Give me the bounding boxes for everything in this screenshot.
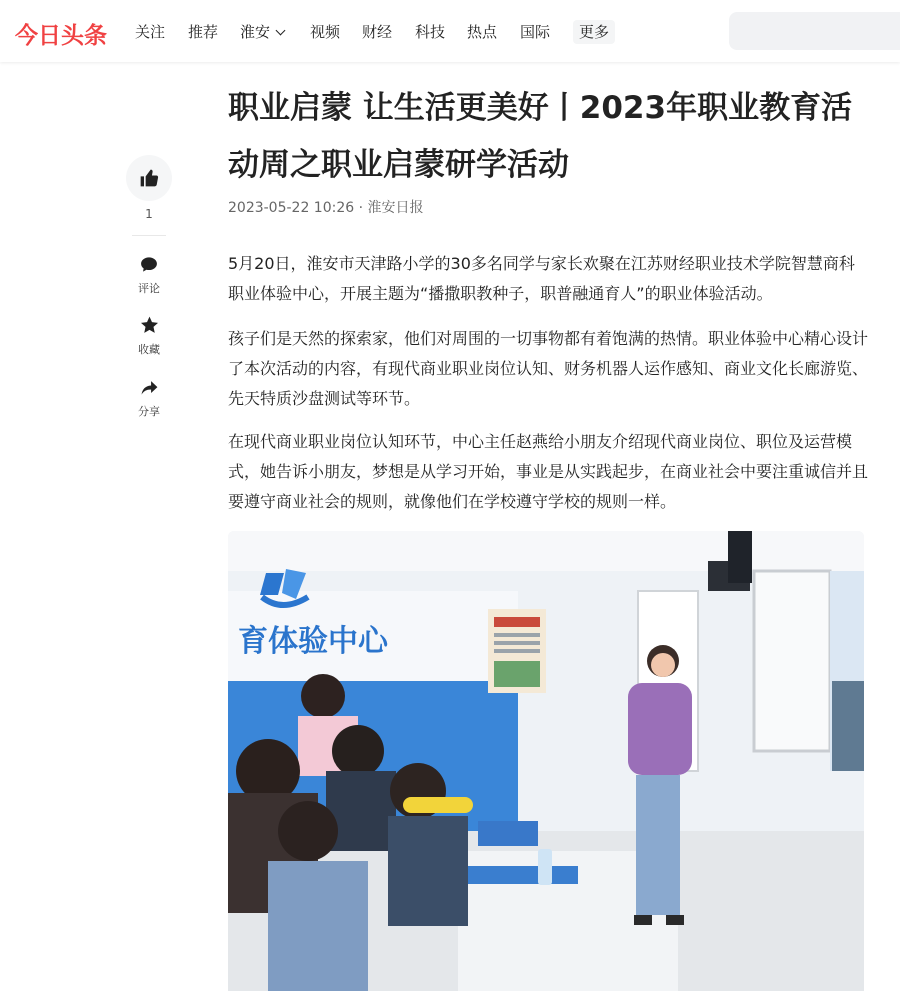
nav-item-follow[interactable]: 关注: [135, 23, 166, 41]
share-button[interactable]: [126, 378, 172, 419]
classroom-photo: [228, 531, 864, 991]
article-paragraph-3: 在现代商业职业岗位认知环节，中心主任赵燕给小朋友介绍现代商业岗位、职位及运营模式，她告诉小朋友，梦想是从学习开始，事业是从实践起步，在商业社会中要注重诚信并且要遵守商业社会的规则，就像他们在学校遵守学校的规则一样。: [228, 432, 869, 511]
article-paragraph-1: 5月20日，淮安市天津路小学的30多名同学与家长欢聚在江苏财经职业技术学院智慧商科职业体验中心，开展主题为“播撒职教种子，职普融通育人”的职业体验活动。: [228, 254, 855, 303]
nav-item-hot[interactable]: 热点: [467, 23, 498, 41]
article-title: 职业启蒙 让生活更美好丨2023年职业教育活动周之职业启蒙研学活动: [228, 90, 853, 183]
nav-item-international[interactable]: 国际: [520, 23, 551, 41]
article-photo[interactable]: [228, 531, 864, 991]
thumbs-up-icon: [139, 168, 159, 188]
nav-item-huaian-label: 淮安: [240, 23, 271, 41]
nav-item-video[interactable]: 视频: [310, 23, 341, 41]
rail-divider: [132, 235, 166, 236]
share-label: 分享: [138, 405, 160, 418]
comment-label: 评论: [138, 282, 160, 295]
star-icon: [139, 315, 160, 335]
share-arrow-icon: [139, 378, 160, 397]
collect-label: 收藏: [138, 343, 160, 356]
nav-item-more[interactable]: 更多: [573, 20, 615, 44]
photo-sign-text: 育体验中心: [238, 624, 388, 659]
comment-bubble-icon: [139, 255, 159, 274]
search-input[interactable]: [729, 12, 900, 50]
nav-item-tech[interactable]: 科技: [415, 23, 446, 41]
site-logo[interactable]: 今日头条: [15, 23, 107, 49]
nav-item-recommend[interactable]: 推荐: [188, 23, 219, 41]
nav-item-finance[interactable]: 财经: [362, 23, 393, 41]
comment-button[interactable]: [126, 255, 172, 296]
article-meta: 2023-05-22 10:26 · 淮安日报: [228, 200, 424, 216]
chevron-down-icon: [276, 26, 286, 36]
action-rail: [126, 155, 172, 418]
article-paragraph-2: 孩子们是天然的探索家，他们对周围的一切事物都有着饱满的热情。职业体验中心精心设计了本次活动的内容，有现代商业职业岗位认知、财务机器人运作感知、商业文化长廊游览、先天特质沙盘测试等环节。: [228, 329, 869, 408]
like-count: 1: [145, 207, 153, 221]
top-nav-bar: [0, 0, 900, 62]
nav-item-huaian[interactable]: [240, 20, 284, 44]
like-button[interactable]: [126, 155, 172, 201]
collect-button[interactable]: [126, 315, 172, 357]
